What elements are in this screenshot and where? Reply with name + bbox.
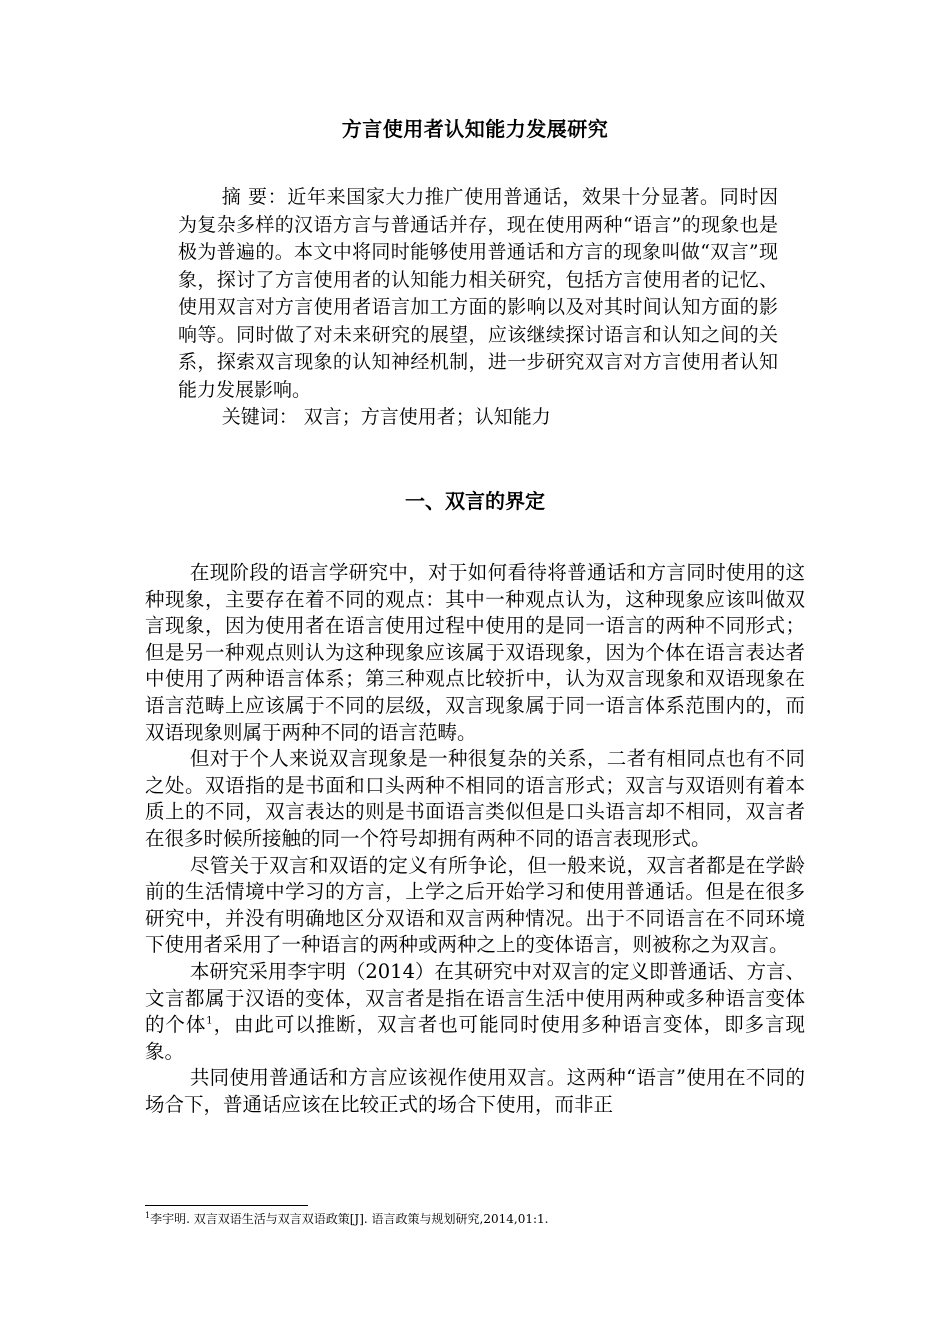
footnote-marker: 1 xyxy=(145,1211,151,1220)
paragraph-text: ，由此可以推断，双言者也可能同时使用多种语言变体，即多言现象。 xyxy=(145,1013,805,1063)
paragraph: 共同使用普通话和方言应该视作使用双言。这两种“语言”使用在不同的场合下，普通话应该在比较正式的场合下使用，而非正 xyxy=(145,1066,805,1116)
paragraph: 在现阶段的语言学研究中，对于如何看待将普通话和方言同时使用的这种现象，主要存在着不同的观点：其中一种观点认为，这种现象应该叫做双言现象，因为使用者在语言使用过程中使用的是同一语言的两种不同形式；但是另一种观点则认为这种现象应该属于双语现象，因为个体在语言表达者中使用了两种语言体系；第三种观点比较折中，认为双言现象和双语现象在语言范畴上应该属于不同的层级，双言现象属于同一语言体系范围内的，而双语现象则属于两种不同的语言范畴。 xyxy=(145,561,805,744)
abstract-text: 摘 要：近年来国家大力推广使用普通话，效果十分显著。同时因为复杂多样的汉语方言与普通话并存，现在使用两种“语言”的现象也是极为普遍的。本文中将同时能够使用普通话和方言的现象叫做“双言”现象，探讨了方言使用者的认知能力相关研究，包括方言使用者的记忆、使用双言对方言使用者语言加工方面的影响以及对其时间认知方面的影响等。同时做了对未来研究的展望，应该继续探讨语言和认知之间的关系，探索双言现象的认知神经机制，进一步研究双言对方言使用者认知能力发展影响。 xyxy=(178,186,778,401)
keywords-line: 关键词： 双言；方言使用者；认知能力 xyxy=(221,406,551,428)
paragraph: 但对于个人来说双言现象是一种很复杂的关系，二者有相同点也有不同之处。双语指的是书面和口头两种不相同的语言形式；双言与双语则有着本质上的不同，双言表达的则是书面语言类似但是口头语言却不相同，双言者在很多时候所接触的同一个符号却拥有两种不同的语言表现形式。 xyxy=(145,747,805,850)
footnote-text: 李宇明. 双言双语生活与双言双语政策[J]. 语言政策与规划研究,2014,01:1. xyxy=(150,1212,549,1226)
paragraph: 尽管关于双言和双语的定义有所争论，但一般来说，双言者都是在学龄前的生活情境中学习的方言，上学之后开始学习和使用普通话。但是在很多研究中，并没有明确地区分双语和双言两种情况。出于不同语言在不同环境下使用者采用了一种语言的两种或两种之上的变体语言，则被称之为双言。 xyxy=(145,853,805,957)
footnote-divider xyxy=(145,1205,308,1206)
body-text xyxy=(145,560,805,1118)
paper-title: 方言使用者认知能力发展研究 xyxy=(341,117,609,141)
footnote xyxy=(145,1211,805,1227)
paragraph xyxy=(145,959,805,1065)
footnote-reference[interactable]: 1 xyxy=(206,1015,213,1027)
abstract-block xyxy=(178,184,778,432)
section-heading: 一、双言的界定 xyxy=(405,489,545,513)
paragraph-text: 本研究采用李宇明（2014）在其研究中对双言的定义即普通话、方言、文言都属于汉语的变体，双言者是指在语言生活中使用两种或多种语言变体的个体 xyxy=(145,959,805,1037)
